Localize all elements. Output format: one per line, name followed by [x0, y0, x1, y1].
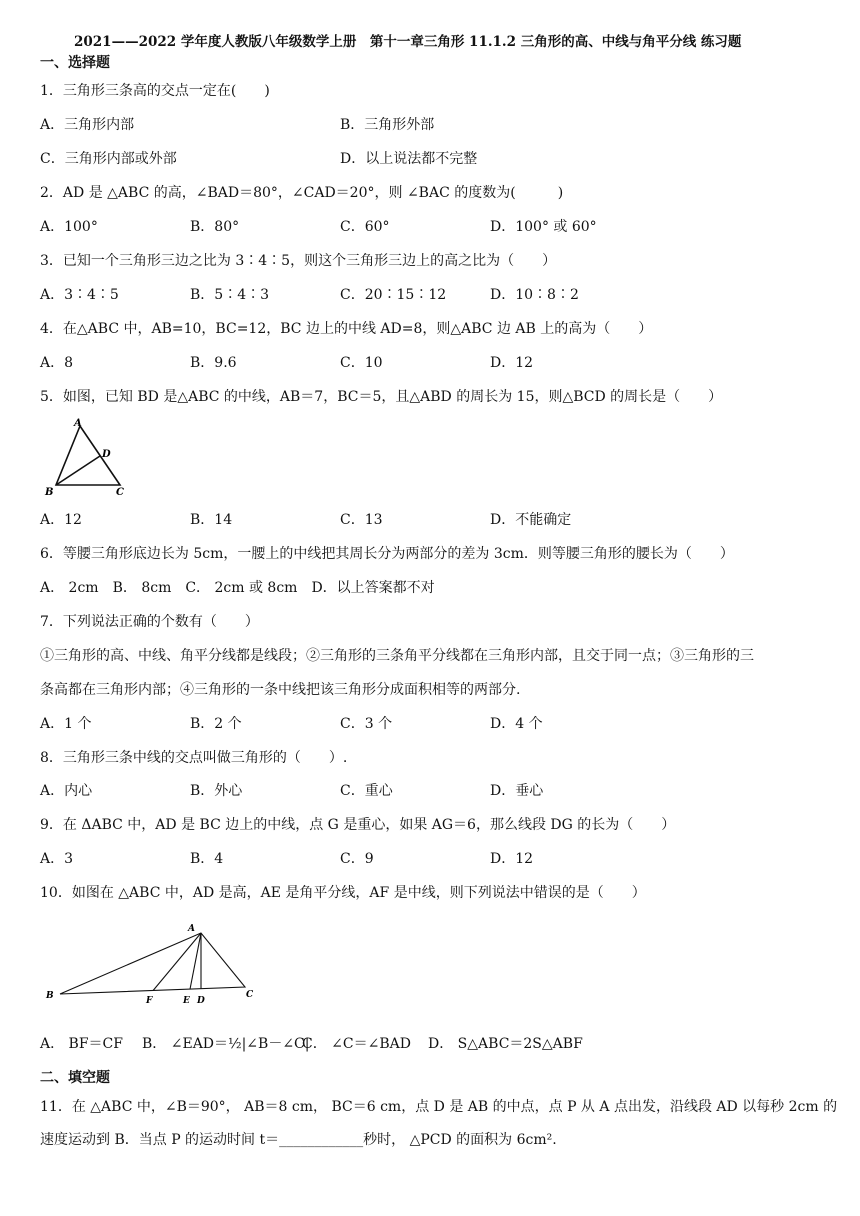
q8-option-a: A．内心 — [40, 783, 93, 799]
q7-option-b: B．2 个 — [190, 716, 242, 732]
q7-option-d: D．4 个 — [490, 716, 543, 732]
q4-option-a: A．8 — [40, 355, 74, 371]
q7-statement-line-1: ①三角形的高、中线、角平分线都是线段；②三角形的三条角平分线都在三角形内部，且交于同一点；③三角形的三 — [40, 648, 754, 664]
q8-option-c: C．重心 — [340, 783, 393, 799]
q2-option-c: C．60° — [340, 219, 390, 235]
page-title: 2021——2022 学年度人教版八年级数学上册 第十一章三角形 11.1.2 三角形的高、中线与角平分线 练习题 — [74, 34, 742, 50]
question-5-stem: 5．如图，已知 BD 是△ABC 的中线，AB＝7，BC＝5，且△ABD 的周长为 15，则△BCD 的周长是（ ） — [40, 389, 723, 405]
q3-option-c: C．20∶15∶12 — [340, 287, 447, 303]
section-heading-choice: 一、选择题 — [40, 55, 110, 71]
q10-label-f: F — [146, 996, 153, 1006]
q10-option-c: C． ∠C＝∠BAD — [302, 1036, 411, 1052]
q9-option-c: C．9 — [340, 851, 374, 867]
q4-option-d: D．12 — [490, 355, 534, 371]
q9-option-d: D．12 — [490, 851, 534, 867]
q5-option-c: C．13 — [340, 512, 383, 528]
q1-option-d: D．以上说法都不完整 — [340, 151, 478, 167]
q8-option-d: D．垂心 — [490, 783, 544, 799]
q10-label-c: C — [246, 990, 254, 1000]
q7-option-a: A．1 个 — [40, 716, 92, 732]
q5-option-a: A．12 — [40, 512, 82, 528]
question-6-stem: 6．等腰三角形底边长为 5cm，一腰上的中线把其周长分为两部分的差为 3cm．则等腰三角形的腰长为（ ） — [40, 546, 734, 562]
q9-option-a: A．3 — [40, 851, 74, 867]
q1-option-a: A．三角形内部 — [40, 117, 135, 133]
q11-answer-blank[interactable]: ____________ — [279, 1132, 364, 1148]
q5-label-a: A — [74, 418, 82, 429]
question-8-stem: 8．三角形三条中线的交点叫做三角形的（ ）. — [40, 750, 348, 766]
q2-option-b: B．80° — [190, 219, 240, 235]
q10-option-b: B． ∠EAD＝½|∠B－∠C| — [142, 1036, 310, 1052]
q10-label-a: A — [188, 924, 195, 934]
q5-option-b: B．14 — [190, 512, 233, 528]
q11-line2-suffix: 秒时， △PCD 的面积为 6cm². — [363, 1132, 557, 1148]
q1-option-c: C．三角形内部或外部 — [40, 151, 177, 167]
q7-statement-line-2: 条高都在三角形内部；④三角形的一条中线把该三角形分成面积相等的两部分. — [40, 682, 521, 698]
question-2-stem: 2．AD 是 △ABC 的高，∠BAD＝80°，∠CAD＝20°，则 ∠BAC 的度数为( ) — [40, 185, 564, 201]
question-4-stem: 4．在△ABC 中，AB=10，BC=12，BC 边上的中线 AD=8，则△ABC 边 AB 上的高为（ ） — [40, 321, 653, 337]
q9-option-b: B．4 — [190, 851, 224, 867]
q3-option-d: D．10∶8∶2 — [490, 287, 579, 303]
q3-option-a: A．3∶4∶5 — [40, 287, 119, 303]
q10-label-b: B — [46, 991, 54, 1001]
q1-option-b: B．三角形外部 — [340, 117, 435, 133]
question-1-stem: 1．三角形三条高的交点一定在( ) — [40, 83, 270, 99]
q10-bisector-ae — [190, 933, 201, 989]
q5-label-d: D — [102, 449, 111, 460]
q11-line2-prefix: 速度运动到 B．当点 P 的运动时间 t＝ — [40, 1132, 280, 1148]
q2-option-d: D．100° 或 60° — [490, 219, 597, 235]
q5-label-c: C — [116, 487, 124, 497]
question-11-line-1: 11．在 △ABC 中，∠B＝90°， AB＝8 cm， BC＝6 cm，点 D 是 AB 的中点，点 P 从 A 点出发，沿线段 AD 以每秒 2cm 的 — [40, 1099, 838, 1115]
q7-option-c: C．3 个 — [340, 716, 393, 732]
q4-option-c: C．10 — [340, 355, 383, 371]
question-10-stem: 10．如图在 △ABC 中，AD 是高，AE 是角平分线，AF 是中线，则下列说法中错误的是（ ） — [40, 885, 646, 901]
q10-triangle-abc — [60, 933, 245, 994]
q5-label-b: B — [45, 487, 54, 497]
question-9-stem: 9．在 ΔABC 中，AD 是 BC 边上的中线，点 G 是重心，如果 AG＝6，那么线段 DG 的长为（ ） — [40, 817, 676, 833]
q3-option-b: B．5∶4∶3 — [190, 287, 270, 303]
section-heading-fill-blank: 二、填空题 — [40, 1070, 110, 1086]
q10-label-d: D — [197, 996, 205, 1006]
question-11-line-2 — [40, 1131, 557, 1149]
q2-option-a: A．100° — [40, 219, 98, 235]
question-3-stem: 3．已知一个三角形三边之比为 3∶4∶5，则这个三角形三边上的高之比为（ ） — [40, 253, 557, 269]
q5-triangle-figure — [40, 415, 140, 497]
q10-triangle-figure — [40, 918, 270, 1010]
q6-options: A． 2cm B． 8cm C． 2cm 或 8cm D．以上答案都不对 — [40, 580, 435, 596]
q4-option-b: B．9.6 — [190, 355, 237, 371]
q5-option-d: D．不能确定 — [490, 512, 572, 528]
q10-option-a: A． BF＝CF — [40, 1036, 123, 1052]
question-7-stem: 7．下列说法正确的个数有（ ） — [40, 614, 259, 630]
q10-median-af — [153, 933, 201, 991]
q10-option-d: D． S△ABC＝2S△ABF — [428, 1036, 583, 1052]
q8-option-b: B．外心 — [190, 783, 243, 799]
q10-label-e: E — [183, 996, 190, 1006]
